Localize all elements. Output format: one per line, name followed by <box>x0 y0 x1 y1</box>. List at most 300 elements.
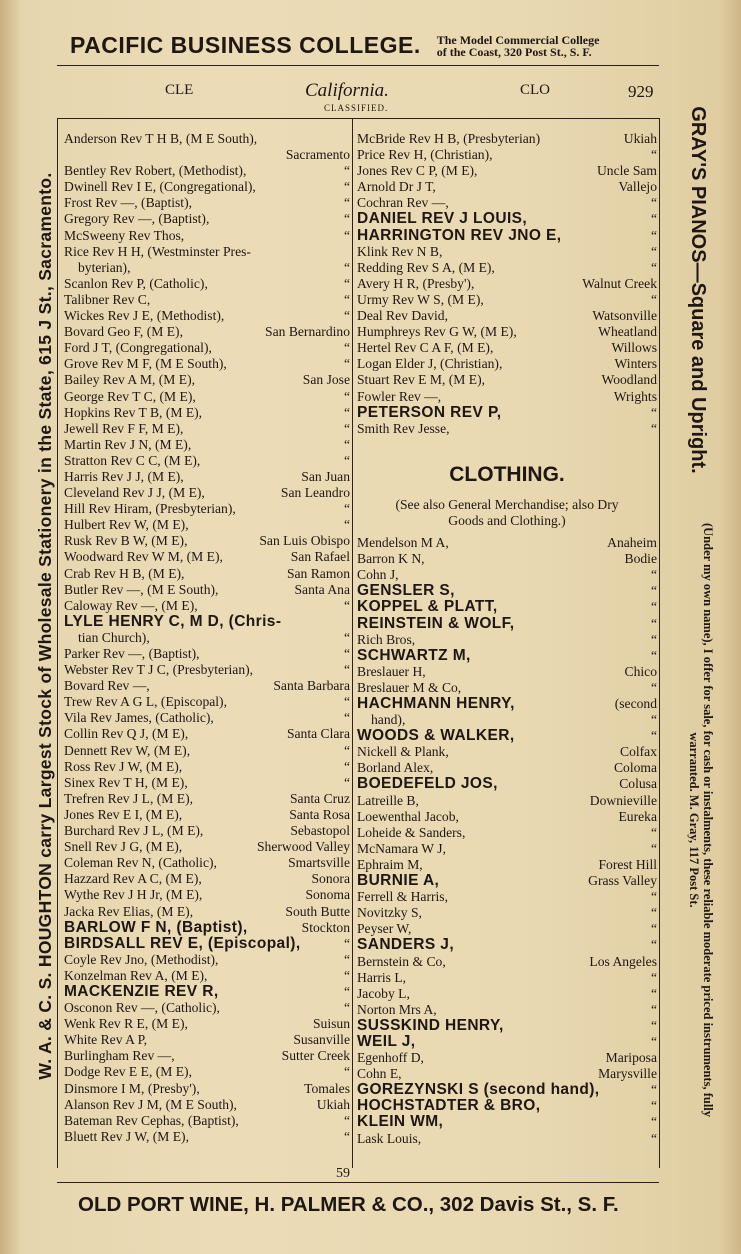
entry-name: Konzelman Rev A, (M E), <box>64 967 208 983</box>
entry-name: Wythe Rev J H Jr, (M E), <box>64 887 203 903</box>
entry-city: “ <box>343 597 350 613</box>
directory-entry <box>64 147 350 163</box>
entry-name: Caloway Rev —, (M E), <box>64 597 198 613</box>
entry-city: “ <box>343 163 350 179</box>
right-guide-word: CLO <box>520 82 550 98</box>
entry-city: “ <box>343 501 350 517</box>
directory-entry <box>357 244 657 260</box>
entry-city: “ <box>650 921 657 937</box>
entry-city: “ <box>650 1082 657 1098</box>
column-divider <box>352 118 353 1168</box>
entry-city: San Juan <box>301 468 350 484</box>
entry-name: KOPPEL & PLATT, <box>357 598 498 616</box>
entry-name: Barron K N, <box>357 551 425 567</box>
entry-name: Breslauer H, <box>357 663 426 679</box>
entry-name: Gregory Rev —, (Baptist), <box>64 211 210 227</box>
entry-city: “ <box>343 517 350 533</box>
directory-entry <box>64 566 350 582</box>
entry-city: Santa Rosa <box>289 806 350 822</box>
entry-name: Borland Alex, <box>357 760 434 776</box>
entry-name: Logan Elder J, (Christian), <box>357 356 503 372</box>
entry-city: “ <box>343 629 350 645</box>
entry-name: Burlingham Rev —, <box>64 1048 175 1064</box>
directory-entry <box>64 968 350 984</box>
entry-city: “ <box>650 259 657 275</box>
entry-name: Talibner Rev C, <box>64 291 151 307</box>
entry-city: Winters <box>614 356 657 372</box>
top-ad-tagline <box>437 34 600 58</box>
entry-name: Price Rev H, (Christian), <box>357 147 493 163</box>
entry-city: “ <box>343 1112 350 1128</box>
entry-city: “ <box>650 195 657 211</box>
entry-city: Wrights <box>613 388 657 404</box>
entry-name: HOCHSTADTER & BRO, <box>357 1097 541 1115</box>
directory-entry <box>64 984 350 1000</box>
entry-city: “ <box>650 1001 657 1017</box>
entry-name: McNamara W J, <box>357 840 446 856</box>
entry-name: HARRINGTON REV JNO E, <box>357 226 562 244</box>
entry-city: “ <box>343 291 350 307</box>
directory-entry <box>64 759 350 775</box>
entry-name: George Rev T C, (M E), <box>64 388 196 404</box>
entry-name: Hazzard Rev A C, (M E), <box>64 871 202 887</box>
entry-city: “ <box>343 646 350 661</box>
entry-name: Ephraim M, <box>357 856 423 872</box>
entry-name: Ferrell & Harris, <box>357 889 448 905</box>
entry-name: Cohn J, <box>357 567 399 583</box>
directory-entry <box>357 567 657 583</box>
directory-entry <box>357 599 657 615</box>
entry-name: Harris L, <box>357 969 407 985</box>
directory-entry <box>64 1064 350 1080</box>
entry-city: Sonora <box>311 871 350 887</box>
entry-name: MACKENZIE REV R, <box>64 982 219 1000</box>
directory-entry <box>64 276 350 292</box>
directory-entry <box>64 710 350 726</box>
section-note-line2: Goods and Clothing.) <box>448 512 566 528</box>
directory-entry <box>357 405 657 421</box>
entry-city: Sutter Creek <box>281 1048 350 1064</box>
entry-city: Uncle Sam <box>596 163 657 179</box>
directory-entry <box>357 195 657 211</box>
entry-name: Ross Rev J W, (M E), <box>64 758 183 774</box>
entry-city: “ <box>343 1064 350 1080</box>
entry-city: “ <box>343 935 350 951</box>
right-column <box>357 131 657 1147</box>
entry-city: Anaheim <box>607 535 657 551</box>
entry-city: San Ramon <box>286 565 350 581</box>
directory-entry <box>64 1032 350 1048</box>
directory-entry <box>357 308 657 324</box>
directory-entry <box>64 533 350 549</box>
entry-name: Bentley Rev Robert, (Methodist), <box>64 163 247 179</box>
directory-entry <box>357 372 657 388</box>
entry-city: “ <box>343 388 350 404</box>
entry-city: “ <box>343 1128 350 1144</box>
entry-name: Smith Rev Jesse, <box>357 420 450 436</box>
entry-name: DANIEL REV J LOUIS, <box>357 210 528 228</box>
directory-entry <box>64 228 350 244</box>
entry-name: Lask Louis, <box>357 1130 422 1146</box>
directory-entry <box>357 276 657 292</box>
directory-entry <box>64 501 350 517</box>
directory-entry <box>64 614 350 630</box>
directory-entry <box>64 807 350 823</box>
entry-name: Loheide & Sanders, <box>357 824 466 840</box>
directory-entry <box>357 921 657 937</box>
entry-name: Klink Rev N B, <box>357 243 443 259</box>
entry-city: “ <box>343 1000 350 1016</box>
entry-name: Rich Bros, <box>357 631 416 647</box>
directory-entry <box>357 292 657 308</box>
directory-entry <box>357 551 657 567</box>
entry-city: “ <box>343 356 350 372</box>
entry-name: Jones Rev E I, (M E), <box>64 806 183 822</box>
entry-name: GENSLER S, <box>357 582 455 600</box>
entry-name: Rusk Rev B W, (M E), <box>64 533 188 549</box>
entry-city: “ <box>650 615 657 631</box>
entry-name: Cochran Rev —, <box>357 195 449 211</box>
entry-city: Santa Barbara <box>273 678 350 694</box>
directory-entry <box>357 632 657 648</box>
directory-entry <box>357 857 657 873</box>
directory-entry <box>64 1129 350 1145</box>
entry-city: San Bernardino <box>265 324 350 340</box>
bottom-advertisement: OLD PORT WINE, H. PALMER & CO., 302 Davis St., S. F. <box>78 1193 619 1216</box>
directory-entry <box>64 308 350 324</box>
entry-name: Norton Mrs A, <box>357 1001 437 1017</box>
entry-name: Wickes Rev J E, (Methodist), <box>64 308 225 324</box>
entry-city: Ukiah <box>623 131 657 146</box>
entry-city: “ <box>650 404 657 420</box>
directory-entry <box>357 211 657 227</box>
entry-name: Peyser W, <box>357 921 412 937</box>
directory-entry <box>64 1016 350 1032</box>
entry-city: Stockton <box>301 919 350 935</box>
entry-city: “ <box>650 985 657 1001</box>
entry-city: “ <box>343 758 350 774</box>
entry-name: Dinsmore I M, (Presby'), <box>64 1080 200 1096</box>
entry-name: Sinex Rev T H, (M E), <box>64 774 188 790</box>
right-side-advertisement-title: GRAY'S PIANOS—Square and Upright. <box>687 106 709 474</box>
entry-city: San Leandro <box>280 485 350 501</box>
directory-entry <box>357 228 657 244</box>
entry-name: Martin Rev J N, (M E), <box>64 436 192 452</box>
directory-entry <box>357 1066 657 1082</box>
directory-entry <box>64 163 350 179</box>
directory-entry <box>357 986 657 1002</box>
directory-entry <box>64 823 350 839</box>
directory-entry <box>64 389 350 405</box>
directory-entry <box>64 421 350 437</box>
directory-entry <box>64 260 350 276</box>
entry-name: Cleveland Rev J J, (M E), <box>64 485 205 501</box>
right-border <box>659 118 660 1168</box>
entry-name: Breslauer M & Co, <box>357 679 462 695</box>
page-number: 929 <box>628 82 654 101</box>
directory-entry <box>64 694 350 710</box>
directory-entry <box>357 179 657 195</box>
directory-entry <box>357 1082 657 1098</box>
directory-entry <box>64 405 350 421</box>
header-rule <box>57 118 659 119</box>
page-subtitle: CLASSIFIED. <box>324 103 389 113</box>
entry-name: byterian), <box>78 259 131 275</box>
entry-name: Jewell Rev F F, M E), <box>64 420 184 436</box>
entry-city: “ <box>343 967 350 983</box>
directory-entry <box>357 841 657 857</box>
entry-name: Scanlon Rev P, (Catholic), <box>64 275 208 291</box>
entry-name: Dwinell Rev I E, (Congregational), <box>64 179 256 195</box>
clothing-list <box>357 535 657 1147</box>
entry-city: “ <box>343 308 350 324</box>
entry-city: “ <box>650 1033 657 1049</box>
entry-city: Willows <box>611 340 657 356</box>
entry-city: “ <box>650 631 657 647</box>
directory-entry <box>357 1114 657 1130</box>
entry-name: Deal Rev David, <box>357 308 448 324</box>
entry-name: BURNIE A, <box>357 872 440 890</box>
entry-name: REINSTEIN & WOLF, <box>357 614 515 632</box>
directory-entry <box>357 1098 657 1114</box>
entry-name: Hertel Rev C A F, (M E), <box>357 340 494 356</box>
directory-entry <box>64 1097 350 1113</box>
entry-name: Webster Rev T J C, (Presbyterian), <box>64 662 254 678</box>
entry-city: “ <box>650 824 657 840</box>
entry-name: SCHWARTZ M, <box>357 646 471 664</box>
entry-city: Sebastopol <box>290 823 350 839</box>
directory-entry <box>64 1000 350 1016</box>
directory-entry <box>64 662 350 678</box>
entry-city: Grass Valley <box>588 873 657 889</box>
clergy-continued-list <box>357 131 657 437</box>
entry-city: “ <box>343 340 350 356</box>
entry-name: Stratton Rev C C, (M E), <box>64 452 201 468</box>
directory-entry <box>357 1131 657 1147</box>
entry-name: Dennett Rev W, (M E), <box>64 742 191 758</box>
entry-city: Sacramento <box>285 147 350 163</box>
entry-name: Anderson Rev T H B, (M E South), <box>64 131 258 146</box>
entry-city: “ <box>650 291 657 307</box>
left-column <box>64 131 350 1145</box>
entry-name: Coyle Rev Jno, (Methodist), <box>64 951 219 967</box>
directory-entry <box>357 889 657 905</box>
entry-name: Latreille B, <box>357 792 419 808</box>
directory-entry <box>64 936 350 952</box>
entry-city: South Butte <box>285 903 350 919</box>
entry-name: Woodward Rev W M, (M E), <box>64 549 223 565</box>
directory-entry <box>357 535 657 551</box>
directory-entry <box>64 678 350 694</box>
entry-city: “ <box>343 742 350 758</box>
entry-city: “ <box>650 1098 657 1114</box>
entry-city: “ <box>343 195 350 211</box>
entry-name: Bailey Rev A M, (M E), <box>64 372 196 388</box>
entry-name: Stuart Rev E M, (M E), <box>357 372 485 388</box>
directory-entry <box>64 855 350 871</box>
entry-city: “ <box>650 969 657 985</box>
entry-name: Vila Rev James, (Catholic), <box>64 710 214 726</box>
entry-city: Suisun <box>312 1016 350 1032</box>
directory-entry <box>357 696 657 712</box>
entry-city: Forest Hill <box>598 856 657 872</box>
directory-entry <box>64 517 350 533</box>
directory-entry <box>357 809 657 825</box>
directory-entry <box>357 1050 657 1066</box>
entry-name: Hill Rev Hiram, (Presbyterian), <box>64 501 236 517</box>
entry-name: White Rev A P, <box>64 1032 148 1048</box>
entry-name: Avery H R, (Presby'), <box>357 275 475 291</box>
entry-city: Coloma <box>613 760 657 776</box>
entry-city: “ <box>650 728 657 744</box>
directory-entry <box>64 646 350 662</box>
entry-name: Trefren Rev J L, (M E), <box>64 790 193 806</box>
spacer <box>357 437 657 453</box>
directory-entry <box>64 340 350 356</box>
directory-entry <box>64 952 350 968</box>
entry-name: WEIL J, <box>357 1032 416 1050</box>
entry-city: Eureka <box>618 808 657 824</box>
directory-entry <box>357 583 657 599</box>
directory-entry <box>64 1048 350 1064</box>
entry-city: Santa Ana <box>294 581 350 597</box>
directory-entry <box>357 260 657 276</box>
directory-entry <box>64 598 350 614</box>
directory-entry <box>64 920 350 936</box>
entry-name: GOREZYNSKI S (second hand), <box>357 1081 600 1099</box>
directory-entry <box>357 421 657 437</box>
entry-city: “ <box>343 259 350 275</box>
directory-entry <box>357 324 657 340</box>
entry-city: Sonoma <box>305 887 350 903</box>
entry-city: San Luis Obispo <box>259 533 350 549</box>
entry-city: Susanville <box>293 1032 350 1048</box>
directory-entry <box>64 743 350 759</box>
directory-entry <box>64 453 350 469</box>
entry-city: Mariposa <box>605 1050 657 1066</box>
directory-entry <box>64 839 350 855</box>
directory-entry <box>64 372 350 388</box>
right-side-advertisement-text: (Under my own name), I offer for sale, for cash or instalments, these reliable moderate priced instruments, fully warranted. M. Gray, 117 Post St. <box>687 522 715 1118</box>
directory-entry <box>357 1034 657 1050</box>
directory-entry <box>357 1018 657 1034</box>
directory-entry <box>64 904 350 920</box>
directory-entry <box>357 356 657 372</box>
entry-city: San Jose <box>302 372 350 388</box>
directory-entry <box>64 437 350 453</box>
top-ad-main: PACIFIC BUSINESS COLLEGE. <box>70 32 421 58</box>
directory-entry <box>357 1002 657 1018</box>
directory-entry <box>64 211 350 227</box>
directory-entry <box>357 970 657 986</box>
directory-entry <box>357 954 657 970</box>
directory-entry <box>64 469 350 485</box>
entry-city: Sherwood Valley <box>256 839 350 855</box>
directory-entry <box>357 760 657 776</box>
entry-name: Egenhoff D, <box>357 1050 424 1066</box>
directory-entry <box>357 664 657 680</box>
entry-name: Bovard Rev —, <box>64 678 150 694</box>
entry-city: Smartsville <box>288 855 350 871</box>
directory-entry <box>64 871 350 887</box>
entry-city: “ <box>343 404 350 420</box>
entry-city: Chico <box>624 663 657 679</box>
signature-mark: 59 <box>336 1166 350 1181</box>
entry-name: Grove Rev M F, (M E South), <box>64 356 227 372</box>
entry-name: BARLOW F N, (Baptist), <box>64 918 248 936</box>
entry-city: “ <box>650 1114 657 1130</box>
directory-entry <box>64 356 350 372</box>
directory-entry <box>357 340 657 356</box>
entry-city: “ <box>650 840 657 856</box>
entry-city: “ <box>650 567 657 583</box>
entry-city: “ <box>343 211 350 227</box>
entry-city: (second <box>614 696 657 711</box>
entry-city: “ <box>650 889 657 905</box>
entry-city: “ <box>343 662 350 678</box>
entry-city: San Rafael <box>290 549 350 565</box>
directory-entry <box>64 791 350 807</box>
entry-city: Marysville <box>598 1066 657 1082</box>
directory-entry <box>357 616 657 632</box>
entry-city: “ <box>650 243 657 259</box>
entry-name: Ford J T, (Congregational), <box>64 340 212 356</box>
entry-name: Trew Rev A G L, (Episcopal), <box>64 694 227 710</box>
entry-name: Wenk Rev R E, (M E), <box>64 1016 188 1032</box>
directory-entry <box>64 244 350 260</box>
directory-entry <box>357 873 657 889</box>
entry-name: Bernstein & Co, <box>357 953 446 969</box>
entry-name: McSweeny Rev Thos, <box>64 227 185 243</box>
entry-city: “ <box>343 983 350 999</box>
directory-entry <box>357 131 657 147</box>
directory-entry <box>64 131 350 147</box>
directory-entry <box>64 887 350 903</box>
entry-city: Tomales <box>304 1080 350 1096</box>
entry-city: “ <box>343 179 350 195</box>
entry-city: “ <box>343 227 350 243</box>
entry-name: Bateman Rev Cephas, (Baptist), <box>64 1112 239 1128</box>
directory-entry <box>357 937 657 953</box>
entry-name: Bluett Rev J W, (M E), <box>64 1128 189 1144</box>
entry-city: Ukiah <box>316 1096 350 1112</box>
directory-entry <box>357 905 657 921</box>
entry-name: Arnold Dr J T, <box>357 179 436 195</box>
entry-name: Alanson Rev J M, (M E South), <box>64 1096 237 1112</box>
entry-name: Butler Rev —, (M E South), <box>64 581 219 597</box>
entry-name: Burchard Rev J L, (M E), <box>64 823 204 839</box>
entry-name: Humphreys Rev G W, (M E), <box>357 324 517 340</box>
entry-city: “ <box>343 452 350 468</box>
entry-city: Santa Clara <box>286 726 350 742</box>
entry-name: LYLE HENRY C, M D, (Chris- <box>64 612 282 630</box>
entry-name: McBride Rev H B, (Presbyterian) <box>357 131 541 146</box>
entry-name: SUSSKIND HENRY, <box>357 1016 504 1034</box>
directory-entry <box>357 793 657 809</box>
directory-entry <box>357 389 657 405</box>
directory-entry <box>64 726 350 742</box>
entry-city: Downieville <box>589 792 657 808</box>
directory-entry <box>64 775 350 791</box>
entry-name: SANDERS J, <box>357 936 455 954</box>
entry-city: “ <box>650 147 657 163</box>
directory-entry <box>64 324 350 340</box>
entry-city: “ <box>343 951 350 967</box>
directory-entry <box>357 163 657 179</box>
entry-city: “ <box>343 436 350 452</box>
entry-name: hand), <box>371 712 406 728</box>
entry-city: Walnut Creek <box>582 275 657 291</box>
